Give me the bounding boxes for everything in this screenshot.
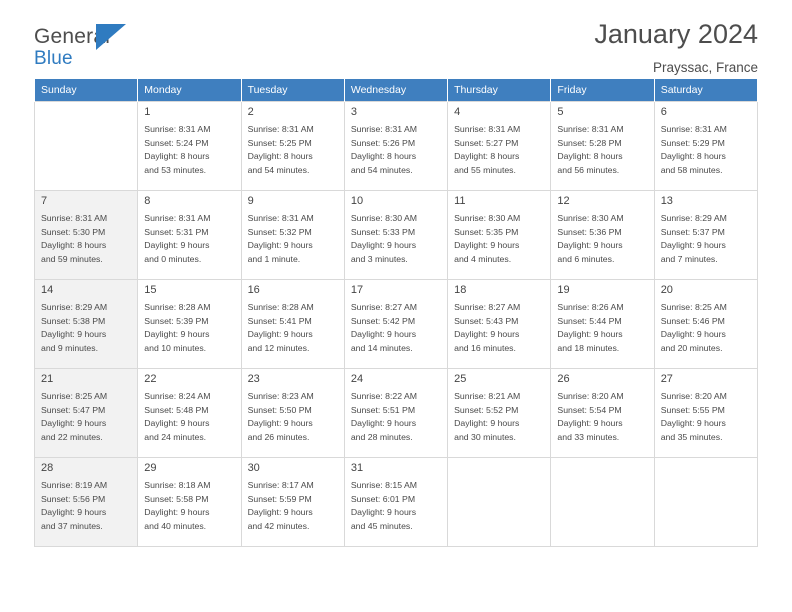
day-number: 27 [660,373,673,385]
day-info-line: Sunrise: 8:31 AM [247,213,314,224]
day-info-line: Sunrise: 8:20 AM [557,391,624,402]
day-sun-info [351,301,441,355]
day-info-line: Daylight: 9 hours [350,418,417,429]
day-number: 31 [350,462,364,474]
day-number: 15 [144,284,157,296]
day-cell-inner [242,458,344,546]
brand-name-general: General [34,25,111,48]
day-info-line: Sunrise: 8:25 AM [660,302,727,313]
calendar-day-cell[interactable] [241,191,344,280]
day-info-line: Sunrise: 8:31 AM [144,124,211,135]
day-info-line: Sunset: 5:27 PM [454,137,519,148]
day-info-line: Daylight: 9 hours [41,507,107,518]
day-info-line: Daylight: 9 hours [557,329,623,340]
day-cell-inner [448,280,550,368]
day-cell-inner [655,102,757,190]
page-title: January 2024 [594,19,758,49]
calendar-empty-cell [551,458,654,547]
day-sun-info [557,390,647,444]
day-cell-inner [345,280,447,368]
calendar-table [34,78,758,547]
day-info-line: and 59 minutes. [41,253,103,264]
weekday-header-row [35,79,758,102]
day-cell-inner [448,191,550,279]
day-cell-inner [655,458,757,546]
day-number: 21 [41,373,54,385]
day-info-line: Sunset: 5:26 PM [350,137,416,148]
calendar-week-row [35,191,758,280]
day-cell-inner [345,191,447,279]
day-number: 8 [144,195,151,207]
day-info-line: and 35 minutes. [660,431,723,442]
day-sun-info [41,390,131,444]
day-sun-info [557,123,647,177]
day-info-line: and 24 minutes. [144,431,207,442]
day-number: 5 [557,106,564,118]
day-info-line: Sunset: 5:46 PM [660,315,725,326]
calendar-week-row [35,458,758,547]
day-info-line: Daylight: 8 hours [247,151,313,162]
calendar-day-cell[interactable] [138,280,241,369]
day-info-line: Daylight: 9 hours [454,240,520,251]
day-sun-info [661,212,751,266]
day-cell-inner [345,102,447,190]
day-sun-info [454,390,544,444]
day-number: 3 [350,106,357,118]
day-info-line: Sunset: 5:44 PM [557,315,622,326]
calendar-day-cell[interactable] [241,280,344,369]
day-info-line: Sunrise: 8:31 AM [660,124,727,135]
day-info-line: Sunset: 6:01 PM [350,493,416,504]
day-info-line: and 45 minutes. [350,520,413,531]
day-info-line: and 33 minutes. [557,431,620,442]
day-info-line: Sunset: 5:58 PM [144,493,209,504]
day-info-line: Daylight: 9 hours [557,418,623,429]
day-info-line: Daylight: 8 hours [350,151,417,162]
weekday-header-wednesday: Wednesday [344,79,447,102]
day-info-line: Daylight: 9 hours [41,329,107,340]
day-number: 12 [557,195,570,207]
day-info-line: and 10 minutes. [144,342,207,353]
day-info-line: Sunrise: 8:23 AM [247,391,314,402]
day-info-line: Sunrise: 8:31 AM [144,213,211,224]
day-info-line: Sunrise: 8:31 AM [41,213,108,224]
title-block [594,20,758,75]
day-info-line: Sunset: 5:42 PM [350,315,416,326]
day-info-line: Sunset: 5:54 PM [557,404,622,415]
day-cell-inner [448,369,550,457]
day-info-line: Daylight: 9 hours [247,418,313,429]
day-info-line: Sunrise: 8:31 AM [454,124,521,135]
day-sun-info [144,301,234,355]
day-info-line: Sunset: 5:56 PM [41,493,106,504]
day-info-line: Daylight: 9 hours [350,507,417,518]
day-info-line: Sunrise: 8:21 AM [454,391,521,402]
day-sun-info [41,301,131,355]
day-info-line: Sunset: 5:29 PM [660,137,725,148]
day-sun-info [248,123,338,177]
day-cell-inner [551,458,653,546]
day-info-line: Sunset: 5:25 PM [247,137,312,148]
day-cell-inner [138,369,240,457]
day-sun-info [248,390,338,444]
day-sun-info [661,301,751,355]
day-info-line: and 56 minutes. [557,164,620,175]
calendar-day-cell[interactable] [138,369,241,458]
calendar-week-row [35,280,758,369]
day-info-line: and 9 minutes. [41,342,98,353]
calendar-day-cell[interactable] [551,369,654,458]
day-info-line: and 4 minutes. [454,253,512,264]
day-info-line: Sunrise: 8:25 AM [41,391,108,402]
day-info-line: Daylight: 9 hours [247,507,313,518]
day-info-line: Daylight: 9 hours [454,418,520,429]
day-number: 2 [247,106,254,118]
day-sun-info [351,390,441,444]
brand-name-blue: Blue [34,48,73,69]
day-number: 19 [557,284,570,296]
day-info-line: Sunset: 5:36 PM [557,226,622,237]
day-sun-info [41,479,131,533]
weekday-header-sunday: Sunday [35,79,138,102]
day-info-line: Sunset: 5:31 PM [144,226,209,237]
calendar-empty-cell [448,458,551,547]
weekday-header-friday: Friday [551,79,654,102]
day-number: 22 [144,373,157,385]
day-info-line: Sunset: 5:37 PM [660,226,725,237]
calendar-day-cell[interactable] [344,191,447,280]
day-cell-inner [242,102,344,190]
day-number: 18 [454,284,467,296]
day-info-line: Daylight: 9 hours [41,418,107,429]
day-info-line: Sunset: 5:55 PM [660,404,725,415]
day-info-line: Daylight: 9 hours [660,240,726,251]
day-cell-inner [35,369,137,457]
day-cell-inner [242,191,344,279]
day-sun-info [144,390,234,444]
day-sun-info [248,479,338,533]
calendar-day-cell[interactable] [448,102,551,191]
day-number: 4 [454,106,461,118]
calendar-day-cell[interactable] [138,191,241,280]
day-info-line: Sunrise: 8:29 AM [41,302,108,313]
day-info-line: and 42 minutes. [247,520,310,531]
day-sun-info [144,123,234,177]
day-info-line: and 26 minutes. [247,431,310,442]
calendar-empty-cell [35,102,138,191]
day-sun-info [144,212,234,266]
day-info-line: and 30 minutes. [454,431,516,442]
calendar-day-cell[interactable] [344,369,447,458]
day-cell-inner [242,280,344,368]
calendar-day-cell[interactable] [551,191,654,280]
day-info-line: Sunset: 5:33 PM [350,226,416,237]
day-info-line: Sunrise: 8:30 AM [557,213,624,224]
day-info-line: Daylight: 9 hours [144,507,210,518]
day-cell-inner [138,280,240,368]
day-cell-inner [551,369,653,457]
day-number: 9 [247,195,254,207]
calendar-day-cell[interactable] [344,458,447,547]
calendar-day-cell[interactable] [241,458,344,547]
day-sun-info [557,301,647,355]
day-info-line: and 53 minutes. [144,164,207,175]
day-info-line: and 12 minutes. [247,342,310,353]
calendar-empty-cell [654,458,757,547]
day-info-line: and 22 minutes. [41,431,103,442]
calendar-day-cell[interactable] [448,280,551,369]
day-info-line: Sunrise: 8:17 AM [247,480,314,491]
day-sun-info [661,390,751,444]
day-info-line: Sunrise: 8:28 AM [144,302,211,313]
day-info-line: Sunrise: 8:24 AM [144,391,211,402]
day-cell-inner [35,280,137,368]
day-info-line: Sunrise: 8:31 AM [350,124,418,135]
page-header [34,0,758,75]
day-info-line: Sunrise: 8:18 AM [144,480,211,491]
calendar-day-cell[interactable] [35,369,138,458]
day-info-line: Daylight: 9 hours [144,329,210,340]
flag-icon [96,24,126,50]
day-sun-info [454,212,544,266]
day-info-line: Sunrise: 8:15 AM [350,480,418,491]
calendar-day-cell[interactable] [448,191,551,280]
day-info-line: Sunset: 5:41 PM [247,315,312,326]
weekday-header-monday: Monday [138,79,241,102]
calendar-day-cell[interactable] [654,280,757,369]
day-info-line: Sunset: 5:43 PM [454,315,519,326]
day-sun-info [41,212,131,266]
day-info-line: Sunset: 5:38 PM [41,315,106,326]
day-info-line: Daylight: 9 hours [350,240,417,251]
day-info-line: Sunrise: 8:30 AM [454,213,521,224]
day-cell-inner [655,191,757,279]
day-sun-info [144,479,234,533]
calendar-day-cell[interactable] [138,102,241,191]
day-sun-info [454,301,544,355]
day-info-line: and 40 minutes. [144,520,207,531]
day-info-line: Sunrise: 8:26 AM [557,302,624,313]
day-info-line: Sunrise: 8:30 AM [350,213,418,224]
day-cell-inner [448,102,550,190]
day-info-line: Daylight: 9 hours [660,418,726,429]
page-subtitle: Prayssac, France [652,59,758,75]
day-sun-info [248,212,338,266]
day-info-line: Daylight: 9 hours [350,329,417,340]
day-info-line: Daylight: 8 hours [660,151,726,162]
day-info-line: Sunrise: 8:20 AM [660,391,727,402]
day-number: 6 [660,106,667,118]
day-cell-inner [138,458,240,546]
day-info-line: Daylight: 9 hours [557,240,623,251]
day-info-line: Daylight: 8 hours [454,151,520,162]
day-cell-inner [655,280,757,368]
day-sun-info [557,212,647,266]
day-info-line: Daylight: 9 hours [247,240,313,251]
day-number: 7 [41,195,48,207]
day-info-line: Sunset: 5:48 PM [144,404,209,415]
calendar-day-cell[interactable] [551,102,654,191]
calendar-week-row [35,369,758,458]
day-info-line: Sunset: 5:24 PM [144,137,209,148]
day-info-line: and 16 minutes. [454,342,516,353]
day-info-line: Sunset: 5:50 PM [247,404,312,415]
day-number: 16 [247,284,260,296]
calendar-day-cell[interactable] [448,369,551,458]
day-info-line: Daylight: 8 hours [557,151,623,162]
day-number: 23 [247,373,260,385]
day-info-line: Sunrise: 8:27 AM [350,302,418,313]
day-cell-inner [345,369,447,457]
day-number: 13 [660,195,673,207]
day-info-line: and 54 minutes. [247,164,310,175]
day-sun-info [351,123,441,177]
day-number: 28 [41,462,54,474]
day-info-line: and 7 minutes. [660,253,718,264]
day-number: 10 [350,195,364,207]
calendar-day-cell[interactable] [344,102,447,191]
calendar-day-cell[interactable] [241,369,344,458]
day-info-line: and 28 minutes. [350,431,413,442]
day-sun-info [248,301,338,355]
day-info-line: Daylight: 9 hours [144,418,210,429]
day-cell-inner [35,191,137,279]
day-cell-inner [35,458,137,546]
calendar-day-cell[interactable] [551,280,654,369]
day-info-line: Sunset: 5:28 PM [557,137,622,148]
day-info-line: and 14 minutes. [350,342,413,353]
calendar-week-row [35,102,758,191]
day-cell-inner [448,458,550,546]
day-number: 1 [144,106,151,118]
day-info-line: and 54 minutes. [350,164,413,175]
day-info-line: Sunrise: 8:29 AM [660,213,727,224]
day-cell-inner [35,102,137,190]
calendar-body [35,102,758,547]
day-info-line: Sunrise: 8:31 AM [557,124,624,135]
day-number: 30 [247,462,260,474]
calendar-day-cell[interactable] [35,458,138,547]
calendar-day-cell[interactable] [35,191,138,280]
day-info-line: Daylight: 8 hours [41,240,107,251]
day-sun-info [351,479,441,533]
brand-logo [34,26,110,68]
day-cell-inner [242,369,344,457]
day-number: 25 [454,373,467,385]
day-cell-inner [138,191,240,279]
day-cell-inner [345,458,447,546]
day-info-line: and 55 minutes. [454,164,516,175]
day-info-line: Sunset: 5:51 PM [350,404,416,415]
day-number: 29 [144,462,157,474]
calendar-day-cell[interactable] [241,102,344,191]
day-info-line: and 0 minutes. [144,253,202,264]
calendar-day-cell[interactable] [654,191,757,280]
day-info-line: Sunset: 5:30 PM [41,226,106,237]
day-sun-info [351,212,441,266]
day-info-line: Sunset: 5:35 PM [454,226,519,237]
day-info-line: Daylight: 9 hours [144,240,210,251]
day-info-line: Sunset: 5:39 PM [144,315,209,326]
day-number: 17 [350,284,364,296]
day-info-line: Sunrise: 8:28 AM [247,302,314,313]
day-info-line: Daylight: 9 hours [660,329,726,340]
day-info-line: Sunset: 5:59 PM [247,493,312,504]
day-sun-info [454,123,544,177]
day-sun-info [661,123,751,177]
day-number: 11 [454,195,466,207]
weekday-header-tuesday: Tuesday [241,79,344,102]
day-info-line: and 18 minutes. [557,342,620,353]
day-cell-inner [138,102,240,190]
calendar-day-cell[interactable] [35,280,138,369]
day-info-line: and 1 minute. [247,253,301,264]
day-info-line: and 37 minutes. [41,520,103,531]
weekday-header-thursday: Thursday [448,79,551,102]
day-info-line: Daylight: 9 hours [247,329,313,340]
day-info-line: Sunrise: 8:27 AM [454,302,521,313]
calendar-day-cell[interactable] [654,369,757,458]
day-number: 26 [557,373,570,385]
day-info-line: Sunset: 5:32 PM [247,226,312,237]
day-info-line: Sunrise: 8:22 AM [350,391,418,402]
day-cell-inner [551,191,653,279]
day-info-line: Sunset: 5:52 PM [454,404,519,415]
calendar-day-cell[interactable] [654,102,757,191]
day-info-line: Daylight: 8 hours [144,151,210,162]
calendar-day-cell[interactable] [138,458,241,547]
day-cell-inner [655,369,757,457]
day-number: 24 [350,373,364,385]
day-info-line: and 58 minutes. [660,164,723,175]
day-cell-inner [551,102,653,190]
day-cell-inner [551,280,653,368]
weekday-header-saturday: Saturday [654,79,757,102]
day-info-line: Sunset: 5:47 PM [41,404,106,415]
day-info-line: and 3 minutes. [350,253,408,264]
day-info-line: Daylight: 9 hours [454,329,520,340]
day-info-line: and 20 minutes. [660,342,723,353]
day-info-line: Sunrise: 8:19 AM [41,480,108,491]
day-number: 20 [660,284,673,296]
day-info-line: and 6 minutes. [557,253,615,264]
day-info-line: Sunrise: 8:31 AM [247,124,314,135]
calendar-day-cell[interactable] [344,280,447,369]
day-number: 14 [41,284,54,296]
